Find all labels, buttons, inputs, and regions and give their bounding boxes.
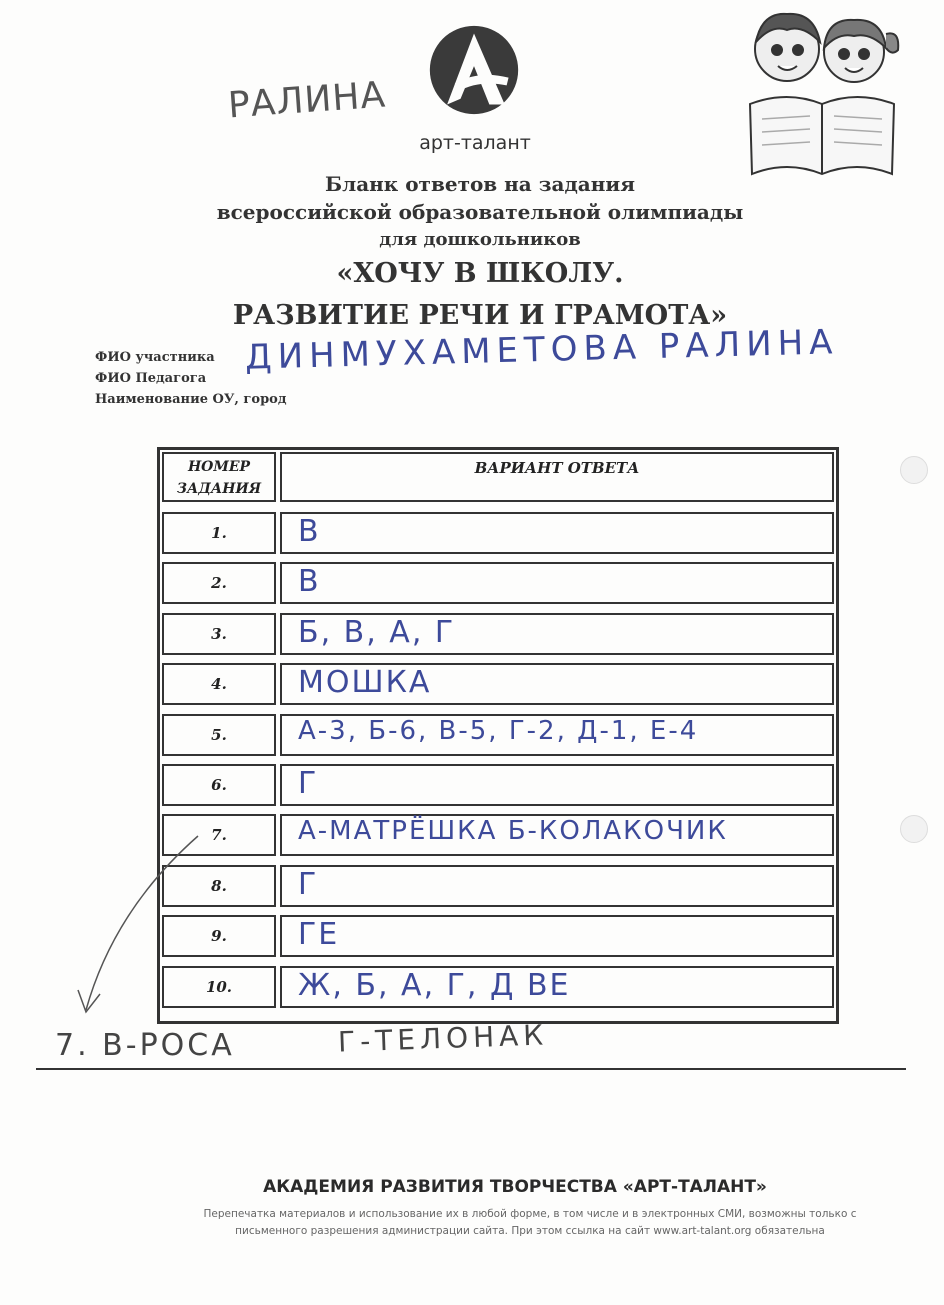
column-header-answer: ВАРИАНТ ОТВЕТА [280,452,834,502]
header-olympiad-title: «ХОЧУ В ШКОЛУ. [336,258,624,289]
footer-note-line-1: Перепечатка материалов и использование их в любой форме, в том числе и в электронных СМИ, возможны только с [203,1208,857,1220]
task-number-cell: 3. [162,613,276,655]
task-number-cell: 7. [162,814,276,856]
answer-cell [280,865,834,907]
header-line-1: Бланк ответов на задания [325,172,635,196]
task-number-cell: 4. [162,663,276,705]
column-header-number: НОМЕР ЗАДАНИЯ [162,452,276,502]
art-talant-logo-icon [426,22,522,118]
handwritten-note-right: Г-ТЕЛОНАК [337,1018,549,1059]
divider-line [36,1068,906,1070]
task-number-cell: 10. [162,966,276,1008]
footer-title: АКАДЕМИЯ РАЗВИТИЯ ТВОРЧЕСТВА «АРТ-ТАЛАНТ» [263,1177,767,1197]
handwritten-answer: А-МАТРЁШКА Б-КОЛАКОЧИК [298,816,728,846]
answer-cell [280,764,834,806]
handwritten-top-name: РАЛИНА [226,74,388,127]
organization-label: Наименование ОУ, город [95,392,287,407]
handwritten-answer: А-3, Б-6, В-5, Г-2, Д-1, Е-4 [298,716,699,746]
punch-hole-bottom [900,815,928,843]
task-number-cell: 6. [162,764,276,806]
participant-label: ФИО участника [95,350,215,365]
task-number-cell: 9. [162,915,276,957]
task-number-cell: 5. [162,714,276,756]
task-number-cell: 1. [162,512,276,554]
punch-hole-top [900,456,928,484]
logo-caption: арт-талант [419,132,531,154]
task-number-cell: 8. [162,865,276,907]
handwritten-answer: Г [298,766,319,801]
task-number-cell: 2. [162,562,276,604]
kids-reading-book-illustration [742,4,902,182]
handwritten-answer: МОШКА [298,665,432,700]
header-line-3: для дошкольников [379,229,581,250]
handwritten-answer: Ж, Б, А, Г, Д ВЕ [298,968,571,1003]
header-line-2: всероссийской образовательной олимпиады [216,200,744,224]
handwritten-answer: Б, В, А, Г [298,615,456,650]
handwritten-note-left: 7. В-РОСА [55,1028,235,1063]
handwritten-answer: Г [298,867,319,902]
answer-cell [280,562,834,604]
pencil-arrow [74,830,204,1020]
answer-cell [280,915,834,957]
teacher-label: ФИО Педагога [95,371,207,386]
footer-note-line-2: письменного разрешения администрации сайта. При этом ссылка на сайт www.art-talant.org обязательна [235,1225,825,1237]
handwritten-answer: ГЕ [298,917,340,952]
handwritten-answer: В [298,564,321,599]
header-olympiad-subtitle: РАЗВИТИЕ РЕЧИ И ГРАМОТА» [232,300,728,331]
participant-name-handwritten: ДИНМУХАМЕТОВА РАЛИНА [244,322,839,378]
answer-cell [280,512,834,554]
handwritten-answer: В [298,514,321,549]
